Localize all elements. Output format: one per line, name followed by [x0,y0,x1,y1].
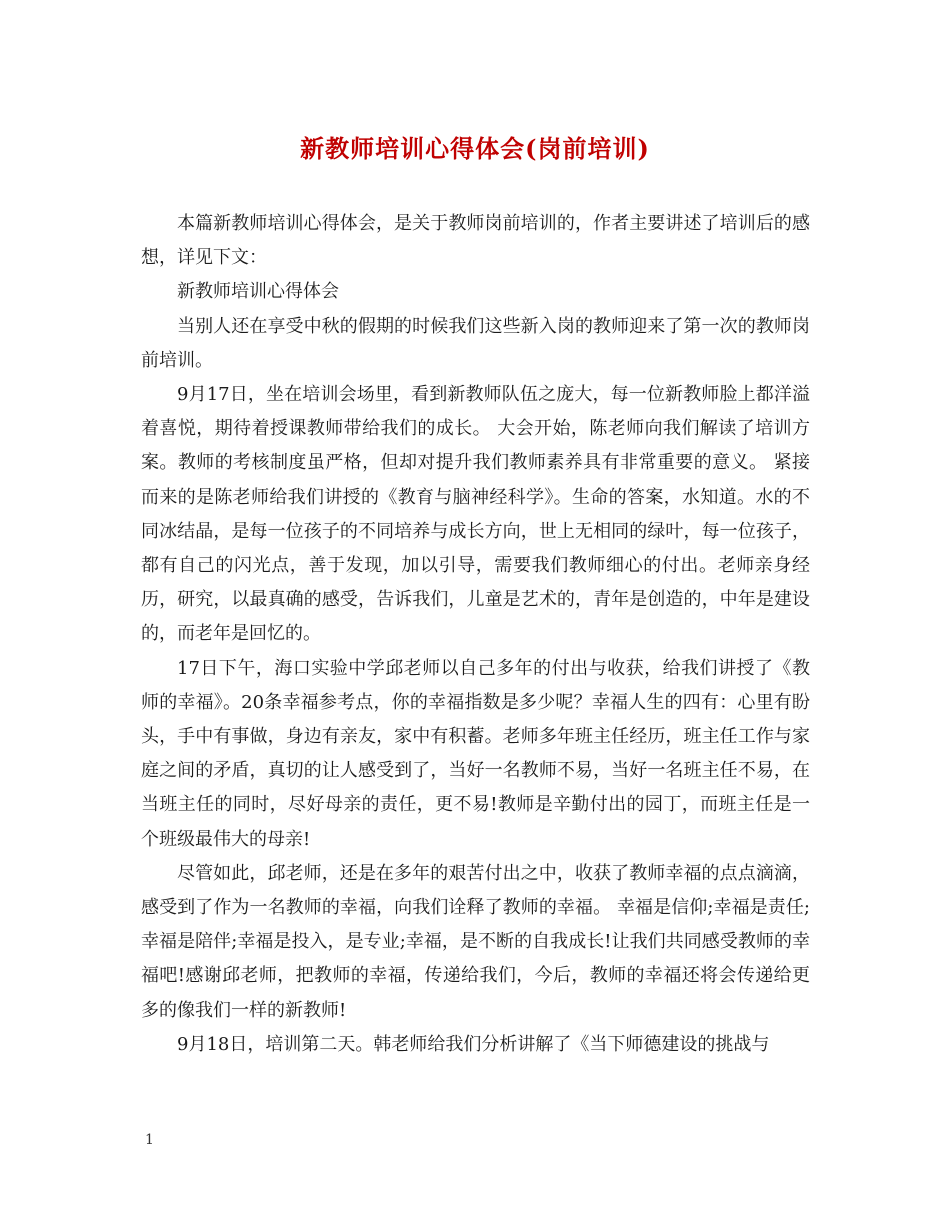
paragraph-sept-17-afternoon: 17日下午，海口实验中学邱老师以自己多年的付出与收获，给我们讲授了《教师的幸福》。20条幸福参考点，你的幸福指数是多少呢？幸福人生的四有：心里有盼头，手中有事做，身边有亲友，家中有积蓄。老师多年班主任经历，班主任工作与家庭之间的矛盾，真切的让人感受到了，当好一名教师不易，当好一名班主任不易，在当班主任的同时，尽好母亲的责任，更不易!教师是辛勤付出的园丁，而班主任是一个班级最伟大的母亲! [141,657,810,850]
page-number: 1 [145,1132,154,1148]
paragraph-opening: 当别人还在享受中秋的假期的时候我们这些新入岗的教师迎来了第一次的教师岗前培训。 [141,315,810,371]
paragraph-sept-18: 9月18日，培训第二天。韩老师给我们分析讲解了《当下师德建设的挑战与 [177,1033,770,1055]
document-title: 新教师培训心得体会(岗前培训) [300,134,650,163]
paragraph-teacher-happiness: 尽管如此，邱老师，还是在多年的艰苦付出之中，收获了教师幸福的点点滴滴，感受到了作为一名教师的幸福，向我们诠释了教师的幸福。 幸福是信仰;幸福是责任;幸福是陪伴;幸福是投入，是专业;幸福，是不断的自我成长!让我们共同感受教师的幸福吧!感谢邱老师，把教师的幸福，传递给我们，今后，教师的幸福还将会传递给更多的像我们一样的新教师! [141,862,810,1021]
paragraph-intro: 本篇新教师培训心得体会，是关于教师岗前培训的，作者主要讲述了培训后的感想，详见下文： [141,213,810,269]
document-body [141,207,810,1062]
paragraph-sept-17-morning: 9月17日，坐在培训会场里，看到新教师队伍之庞大，每一位新教师脸上都洋溢着喜悦，期待着授课教师带给我们的成长。 大会开始，陈老师向我们解读了培训方案。教师的考核制度虽严格，但却对提升我们教师素养具有非常重要的意义。 紧接而来的是陈老师给我们讲授的《教育与脑神经科学》。生命的答案，水知道。水的不同冰结晶，是每一位孩子的不同培养与成长方向，世上无相同的绿叶，每一位孩子，都有自己的闪光点，善于发现，加以引导，需要我们教师细心的付出。老师亲身经历，研究，以最真确的感受，告诉我们，儿童是艺术的，青年是创造的，中年是建设的，而老年是回忆的。 [141,384,810,645]
paragraph-subtitle: 新教师培训心得体会 [177,281,339,303]
